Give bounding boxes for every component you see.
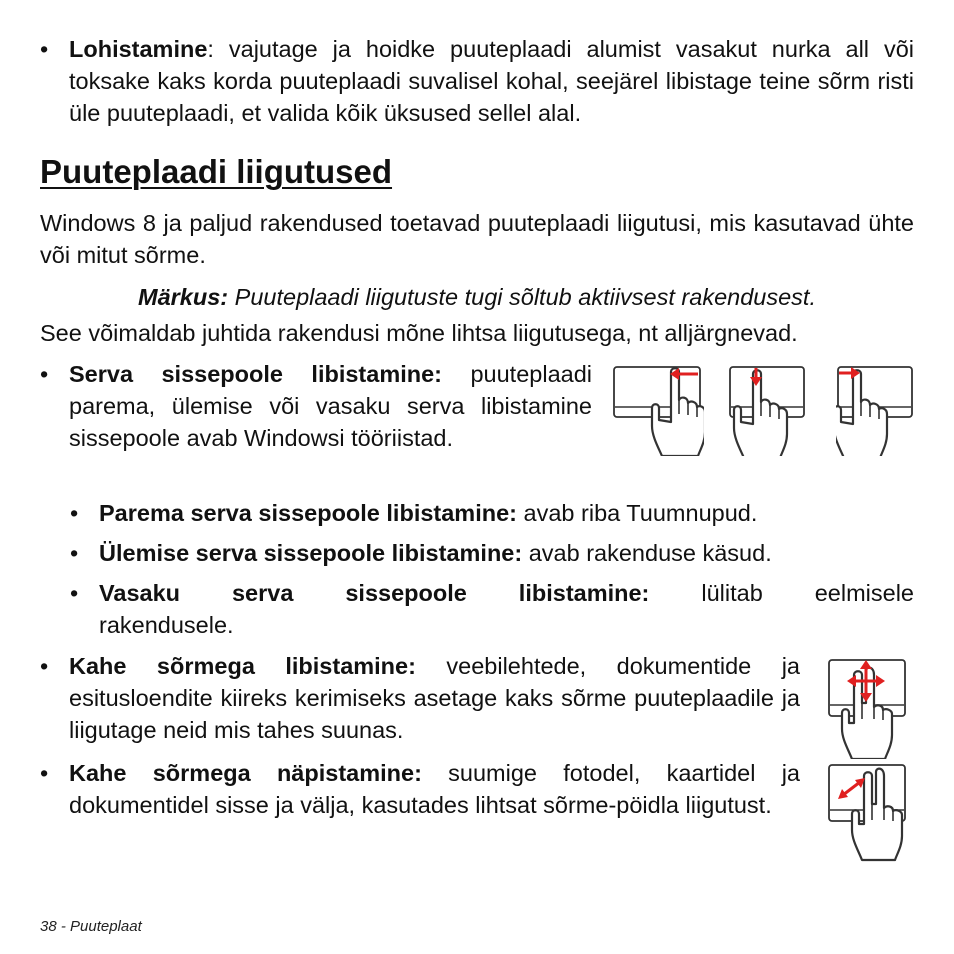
bullet-serva: •: [40, 361, 49, 387]
kahe-libi-text: veebilehtede, dokumentide ja esitusloendite kiireks kerimiseks asetage kaks sõrme puuteplaadile ja liigutage neid mis tahes suunas.: [69, 653, 800, 743]
serva-text: puuteplaadi parema, ülemise või vasaku serva libistamine sissepoole avab Windowsi tööriistad.: [69, 361, 593, 451]
note-text: Puuteplaadi liigutuste tugi sõltub aktiivsest rakendusest.: [228, 284, 816, 310]
sub-paragraph-2: [99, 537, 914, 569]
note-paragraph: [40, 281, 914, 313]
bullet-sub-2: •: [70, 540, 79, 566]
section-title: Puuteplaadi liigutused: [40, 153, 393, 190]
sub-text-1: avab riba Tuumnupud.: [517, 500, 758, 526]
swipe-right-edge-icon: [612, 364, 704, 456]
kahe-napi-paragraph: [69, 757, 800, 821]
bullet-sub-1: •: [70, 500, 79, 526]
two-finger-scroll-icon: [826, 657, 910, 759]
sub-paragraph-1: [99, 497, 914, 529]
sub-term-2: Ülemise serva sissepoole libistamine:: [99, 540, 523, 566]
bullet-kahe-libi: •: [40, 653, 49, 679]
pinch-zoom-icon: [826, 762, 910, 864]
kahe-napi-term: Kahe sõrmega näpistamine:: [69, 760, 422, 786]
serva-paragraph: [69, 358, 592, 454]
swipe-top-edge-icon: [728, 364, 820, 456]
bullet-lohistamine: •: [40, 36, 49, 62]
sub-text-3: lülitab eelmisele rakendusele.: [99, 580, 914, 638]
note-label: Märkus:: [138, 284, 229, 310]
sub-text-2: avab rakenduse käsud.: [522, 540, 772, 566]
lohistamine-text: : vajutage ja hoidke puuteplaadi alumist vasakut nurka all või toksake kaks korda puuteplaadi suvalisel kohal, seejärel libistage teine sõrm risti üle puuteplaadi, et valida kõik üksused sellel alal.: [69, 36, 914, 126]
swipe-left-edge-icon: [836, 364, 916, 456]
sub-term-1: Parema serva sissepoole libistamine:: [99, 500, 517, 526]
kahe-napi-text: suumige fotodel, kaartidel ja dokumentidel sisse ja välja, kasutades lihtsat sõrme-pöidla liigutust.: [69, 760, 800, 818]
intro-paragraph: Windows 8 ja paljud rakendused toetavad puuteplaadi liigutusi, mis kasutavad ühte või mitut sõrme.: [40, 210, 914, 268]
kahe-libi-term: Kahe sõrmega libistamine:: [69, 653, 416, 679]
page-footer: 38 - Puuteplaat: [40, 918, 142, 935]
kahe-libi-paragraph: [69, 650, 800, 746]
see-paragraph: See võimaldab juhtida rakendusi mõne lihtsa liigutusega, nt alljärgnevad.: [40, 320, 798, 346]
lohistamine-paragraph: [69, 33, 914, 129]
bullet-kahe-napi: •: [40, 760, 49, 786]
sub-term-3: Vasaku serva sissepoole libistamine:: [99, 580, 650, 606]
serva-term: Serva sissepoole libistamine:: [69, 361, 443, 387]
lohistamine-term: Lohistamine: [69, 36, 208, 62]
bullet-sub-3: •: [70, 580, 79, 606]
sub-paragraph-3: [99, 577, 914, 641]
